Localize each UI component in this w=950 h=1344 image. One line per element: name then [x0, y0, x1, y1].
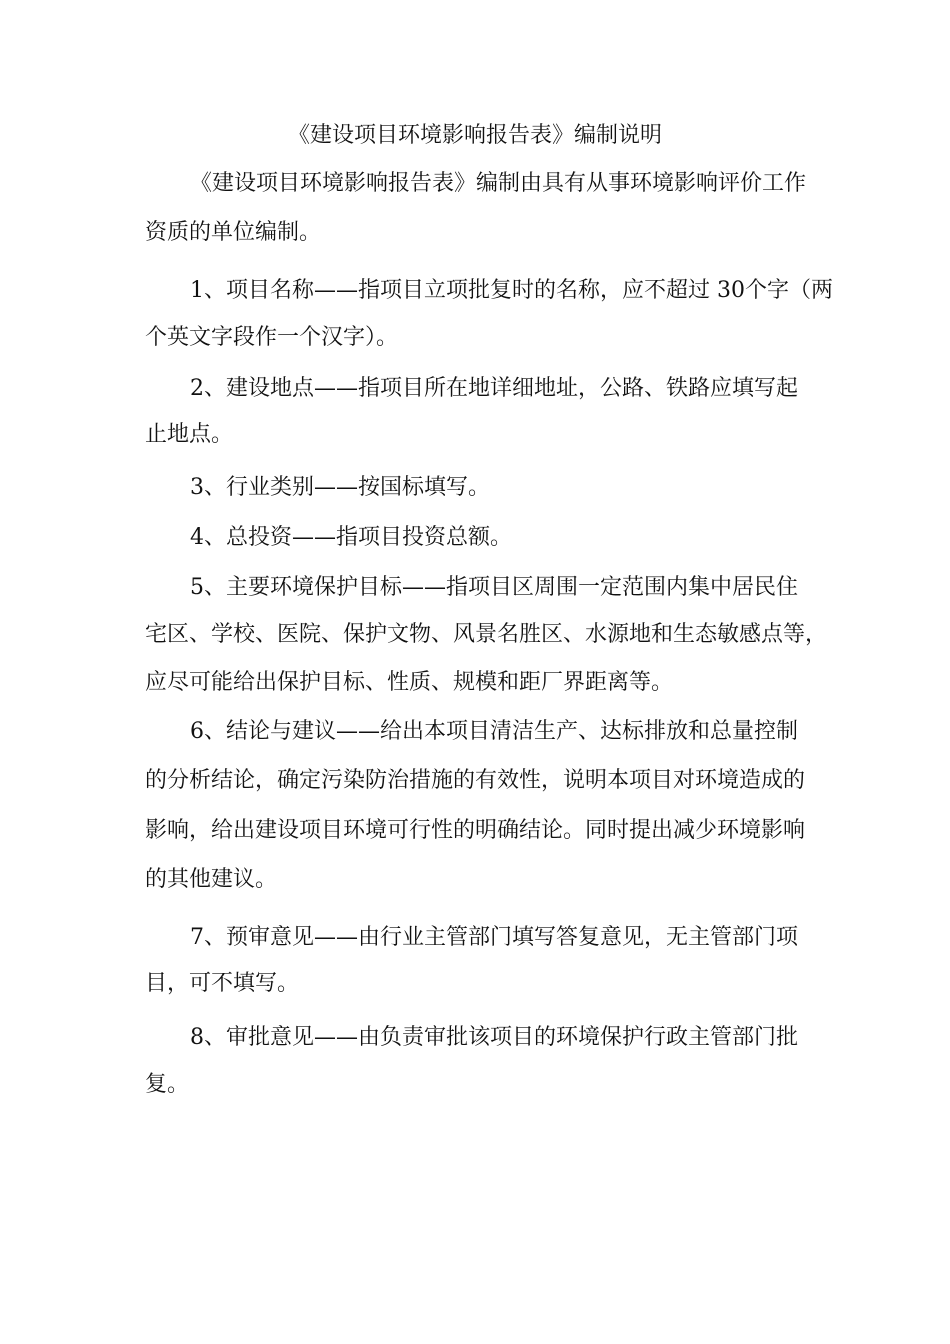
item-8-line-2: 复。	[145, 1072, 190, 1097]
item-6-line-3: 影响，给出建设项目环境可行性的明确结论。同时提出减少环境影响	[145, 818, 806, 843]
item-1-line-1: 1、项目名称——指项目立项批复时的名称，应不超过 30个字（两	[190, 278, 833, 303]
item-7-line-2: 目，可不填写。	[145, 971, 300, 996]
item-2-line-2: 止地点。	[145, 422, 234, 447]
item-1-line-2: 个英文字段作一个汉字）。	[145, 325, 399, 350]
item-3-line-1: 3、行业类别——按国标填写。	[190, 475, 490, 500]
item-4-line-1: 4、总投资——指项目投资总额。	[190, 525, 512, 550]
intro-paragraph-line-2: 资质的单位编制。	[145, 220, 322, 245]
item-5-line-3: 应尽可能给出保护目标、性质、规模和距厂界距离等。	[145, 670, 674, 695]
item-5-line-2: 宅区、学校、医院、保护文物、风景名胜区、水源地和生态敏感点等，	[145, 622, 828, 647]
item-8-line-1: 8、审批意见——由负责审批该项目的环境保护行政主管部门批	[190, 1025, 798, 1050]
document-title: 《建设项目环境影响报告表》编制说明	[287, 123, 662, 148]
item-5-line-1: 5、主要环境保护目标——指项目区周围一定范围内集中居民住	[190, 575, 798, 600]
item-7-line-1: 7、预审意见——由行业主管部门填写答复意见，无主管部门项	[190, 925, 798, 950]
item-6-line-4: 的其他建议。	[145, 867, 278, 892]
item-2-line-1: 2、建设地点——指项目所在地详细地址，公路、铁路应填写起	[190, 376, 798, 401]
item-6-line-1: 6、结论与建议——给出本项目清洁生产、达标排放和总量控制	[190, 719, 798, 744]
item-6-line-2: 的分析结论，确定污染防治措施的有效性，说明本项目对环境造成的	[145, 768, 806, 793]
intro-paragraph-line-1: 《建设项目环境影响报告表》编制由具有从事环境影响评价工作	[190, 171, 807, 196]
